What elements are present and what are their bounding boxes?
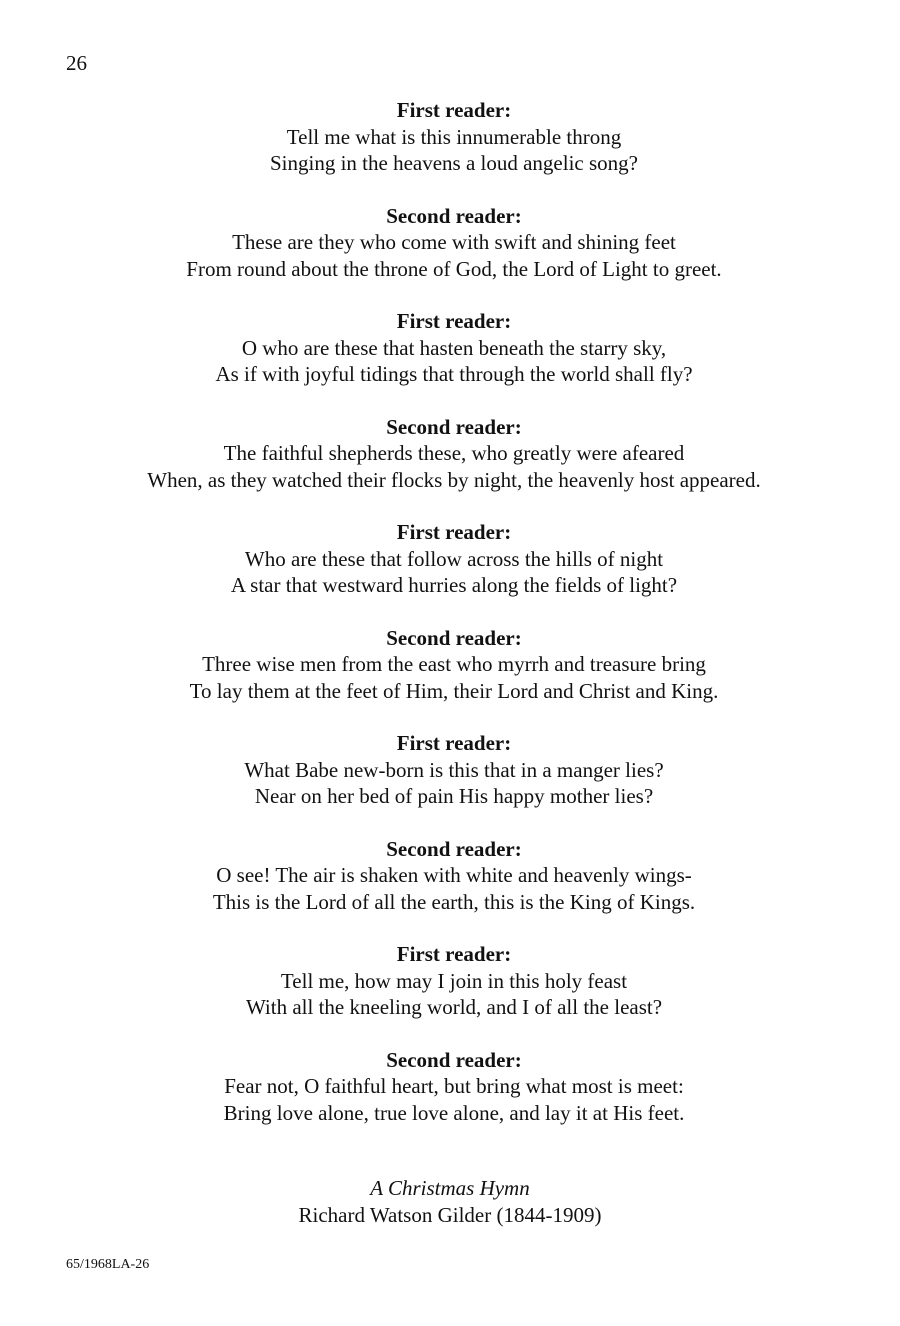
speaker-label: First reader: (396, 731, 512, 755)
speaker-label: Second reader: (386, 625, 522, 650)
poem-line: These are they who come with swift and shining feet (232, 230, 676, 254)
poem-line: Tell me what is this innumerable throng (286, 124, 622, 149)
speaker-label: Second reader: (386, 836, 522, 861)
poem-line: O who are these that hasten beneath the starry sky, (241, 335, 667, 360)
stanza-3 (0, 308, 900, 388)
hymn-title: A Christmas Hymn (370, 1176, 530, 1200)
speaker-label: Second reader: (386, 1047, 522, 1072)
stanza-10 (0, 1047, 900, 1127)
poem-line: What Babe new-born is this that in a manger lies? (244, 757, 664, 782)
speaker-label: Second reader: (386, 414, 522, 439)
poem-line: Fear not, O faithful heart, but bring what most is meet: (224, 1074, 684, 1098)
poem-line: This is the Lord of all the earth, this is the King of Kings. (212, 889, 696, 914)
page-number: 26 (66, 51, 87, 75)
stanza-2 (0, 203, 900, 283)
stanza-1 (0, 97, 900, 177)
poem-line: A star that westward hurries along the fields of light? (230, 573, 678, 597)
poem-line: Bring love alone, true love alone, and lay it at His feet. (223, 1100, 685, 1125)
speaker-label: First reader: (396, 309, 512, 333)
speaker-label: First reader: (396, 520, 512, 544)
attribution (0, 1175, 900, 1229)
poem-body (0, 97, 900, 1152)
speaker-label: First reader: (396, 942, 512, 966)
stanza-5 (0, 519, 900, 599)
poem-line: From round about the throne of God, the Lord of Light to greet. (186, 256, 722, 281)
poem-line: Who are these that follow across the hills of night (244, 546, 664, 571)
poem-line: To lay them at the feet of Him, their Lord and Christ and King. (189, 678, 719, 703)
poem-line: O see! The air is shaken with white and heavenly wings- (216, 863, 692, 887)
stanza-8 (0, 836, 900, 916)
poem-line: Singing in the heavens a loud angelic song? (269, 151, 638, 175)
stanza-9 (0, 941, 900, 1021)
stanza-4 (0, 414, 900, 494)
stanza-6 (0, 625, 900, 705)
poem-line: Three wise men from the east who myrrh and treasure bring (202, 652, 706, 676)
poem-line: The faithful shepherds these, who greatly were afeared (223, 441, 685, 465)
stanza-7 (0, 730, 900, 810)
poem-line: As if with joyful tidings that through the world shall fly? (215, 362, 693, 386)
poem-line: With all the kneeling world, and I of all the least? (245, 995, 663, 1019)
speaker-label: First reader: (396, 98, 512, 122)
poem-line: Near on her bed of pain His happy mother lies? (254, 784, 654, 808)
poem-line: When, as they watched their flocks by night, the heavenly host appeared. (147, 467, 761, 492)
footer-code: 65/1968LA-26 (66, 1257, 150, 1272)
poem-line: Tell me, how may I join in this holy feast (280, 968, 628, 993)
speaker-label: Second reader: (386, 203, 522, 228)
author-credit: Richard Watson Gilder (1844-1909) (298, 1203, 602, 1227)
